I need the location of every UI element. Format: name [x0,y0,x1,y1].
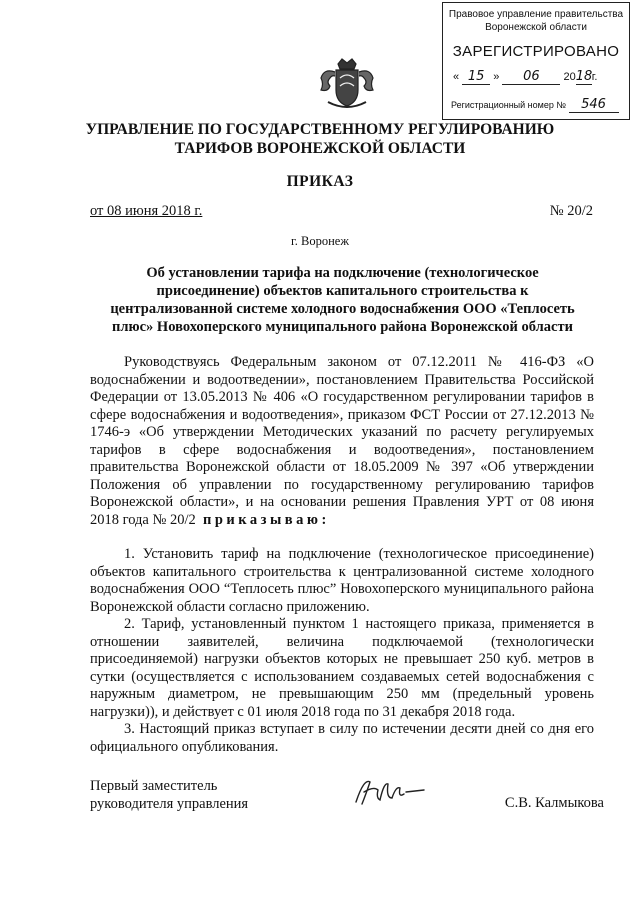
document-type: ПРИКАЗ [286,173,354,190]
order-city: г. Воронеж [291,234,349,248]
command-word: приказываю: [202,511,330,528]
stamp-authority: Правовое управление правительства Воронежской области [448,9,624,33]
order-subject: Об установлении тарифа на подключение (технологическое присоединение) объектов капитального строительства к централизованной системе холодного водоснабжения ООО «Теплосеть плюс» Новохоперского муниципального района Воронежской области [110,265,575,335]
coat-of-arms-icon [318,56,376,112]
order-item-1: 1. Установить тариф на подключение (технологическое присоединение) объектов капитального строительства к централизованной системе холодного водоснабжения ООО “Теплосеть плюс” Новохоперского муниципального района Воронежской области согласно приложению. [90,546,594,615]
preamble: Руководствуясь Федеральным законом от 07.12.2011 № 416-ФЗ «О водоснабжении и водоотведении», постановлением Правительства Российской Федерации от 13.05.2013 № 406 «О государственном регулировании тарифов в сфере водоснабжения и водоотведения», приказом ФСТ России от 27.12.2013 № 1746-э «Об утверждении Методических указаний по расчету регулируемых тарифов в сфере водоснабжения и водоотведения», постановлением правительства Воронежской области от 18.05.2009 № 397 «Об утверждении Положения об управлении по государственному регулированию тарифов Воронежской области», и на основании решения Правления УРТ от 08 июня 2018 года № 20/2 приказываю: [90,354,594,528]
stamp-date-month: 06 [502,69,560,85]
stamp-date-year: 18 [575,69,593,84]
registration-stamp [442,2,630,120]
stamp-date-day: 15 [462,69,490,85]
order-body [90,354,594,756]
signatory-position: Первый заместитель руководителя управления [90,778,249,812]
stamp-reg-number: Регистрационный номер № 546 [451,97,623,113]
order-item-3: 3. Настоящий приказ вступает в силу по истечении десяти дней со дня его официального опубликования. [90,721,594,755]
signatory-name: С.В. Калмыкова [504,795,604,811]
organization-name: УПРАВЛЕНИЕ ПО ГОСУДАРСТВЕННОМУ РЕГУЛИРОВАНИЮ ТАРИФОВ ВОРОНЕЖСКОЙ ОБЛАСТИ [85,121,555,157]
stamp-status: ЗАРЕГИСТРИРОВАНО [452,43,620,60]
order-date: от 08 июня 2018 г. [90,203,203,219]
order-item-2: 2. Тариф, установленный пунктом 1 настоящего приказа, применяется в отношении заявителей, величина подключаемой (технологически присоединяемой) нагрузки объектов которых не превышает 250 куб. метров в сутки (осуществляется с использованием создаваемых сетей водоснабжения с наружным диаметром, не превышающим 250 мм (предельный уровень нагрузки)), и действует с 01 июля 2018 года по 31 декабря 2018 года. [90,616,594,720]
stamp-reg-number-value: 546 [569,97,619,113]
order-number: № 20/2 [549,203,593,219]
stamp-date: « 15 » 06 2018г. [453,69,598,84]
handwritten-signature [350,772,430,812]
